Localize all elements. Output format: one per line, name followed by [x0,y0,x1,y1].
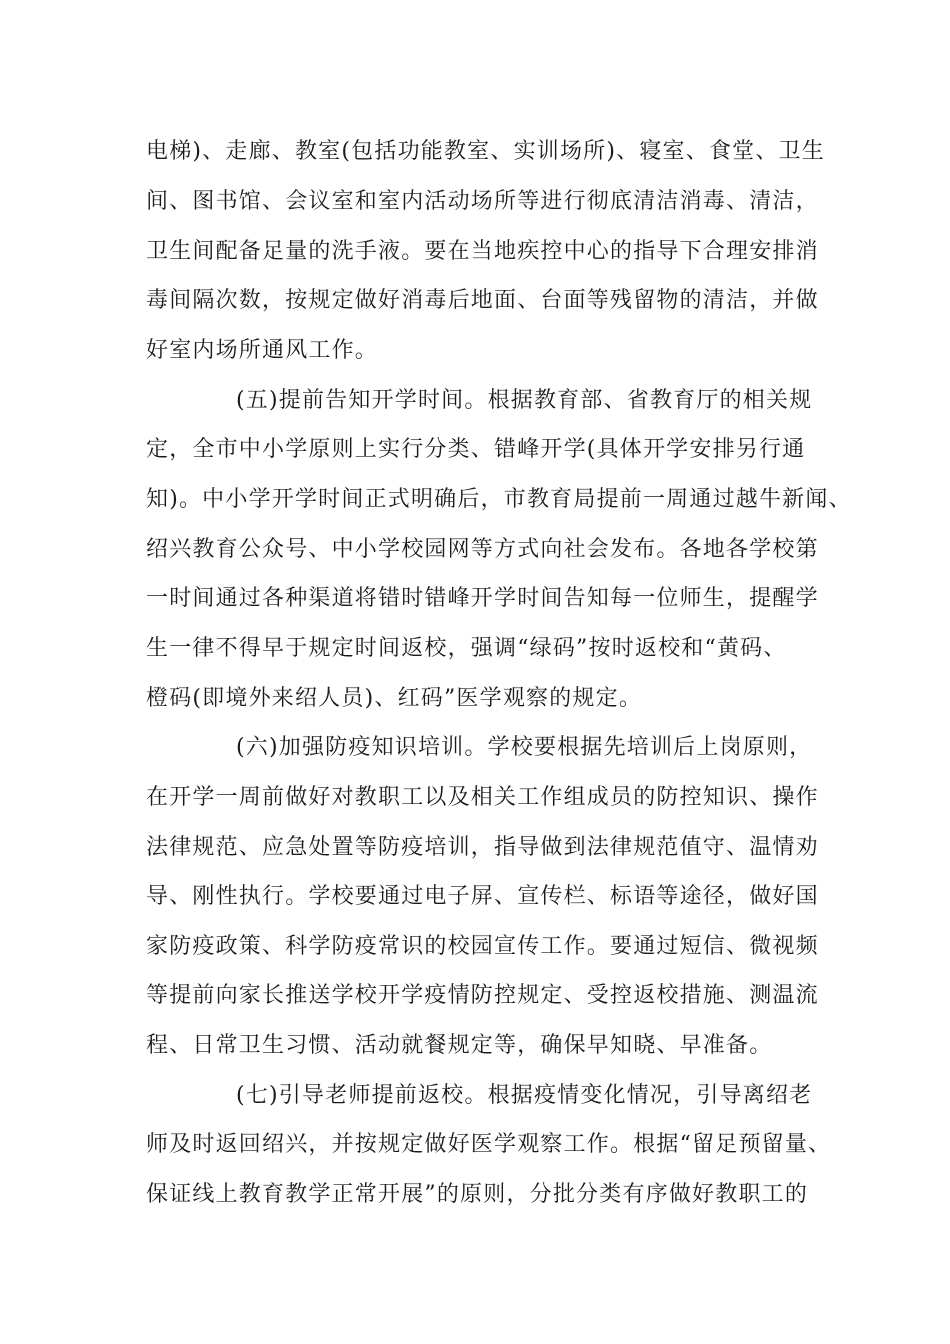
text-line: 电梯)、走廊、教室(包括功能教室、实训场所)、寝室、食堂、卫生 [146,139,825,164]
text-line: 师及时返回绍兴，并按规定做好医学观察工作。根据“留足预留量、 [146,1132,832,1157]
text-line: 毒间隔次数，按规定做好消毒后地面、台面等残留物的清洁，并做 [146,288,819,313]
section-heading-line: (五)提前告知开学时间。根据教育部、省教育厅的相关规 [236,388,813,413]
text-line: 家防疫政策、科学防疫常识的校园宣传工作。要通过短信、微视频 [146,934,819,959]
section-heading-line: (六)加强防疫知识培训。学校要根据先培训后上岗原则， [236,735,813,760]
text-line: 生一律不得早于规定时间返校，强调“绿码”按时返校和“黄码、 [146,636,787,661]
text-line: 保证线上教育教学正常开展”的原则，分批分类有序做好教职工的 [146,1182,809,1207]
text-line: 等提前向家长推送学校开学疫情防控规定、受控返校措施、测温流 [146,983,819,1008]
text-line: 法律规范、应急处置等防疫培训，指导做到法律规范值守、温情劝 [146,835,819,860]
text-line: 绍兴教育公众号、中小学校园网等方式向社会发布。各地各学校第 [146,537,819,562]
text-line: 一时间通过各种渠道将错时错峰开学时间告知每一位师生，提醒学 [146,586,819,611]
text-line: 知)。中小学开学时间正式明确后，市教育局提前一周通过越牛新闻、 [146,487,852,512]
text-line: 导、刚性执行。学校要通过电子屏、宣传栏、标语等途径，做好国 [146,884,819,909]
text-line: 间、图书馆、会议室和室内活动场所等进行彻底清洁消毒、清洁， [146,189,819,214]
text-line: 在开学一周前做好对教职工以及相关工作组成员的防控知识、操作 [146,785,819,810]
text-line: 卫生间配备足量的洗手液。要在当地疾控中心的指导下合理安排消 [146,239,819,264]
text-line: 橙码(即境外来绍人员)、红码”医学观察的规定。 [146,686,643,711]
section-heading-line: (七)引导老师提前返校。根据疫情变化情况，引导离绍老 [236,1083,813,1108]
text-line: 定，全市中小学原则上实行分类、错峰开学(具体开学安排另行通 [146,437,806,462]
text-line: 程、日常卫生习惯、活动就餐规定等，确保早知晓、早准备。 [146,1033,773,1058]
text-line: 好室内场所通风工作。 [146,338,379,363]
